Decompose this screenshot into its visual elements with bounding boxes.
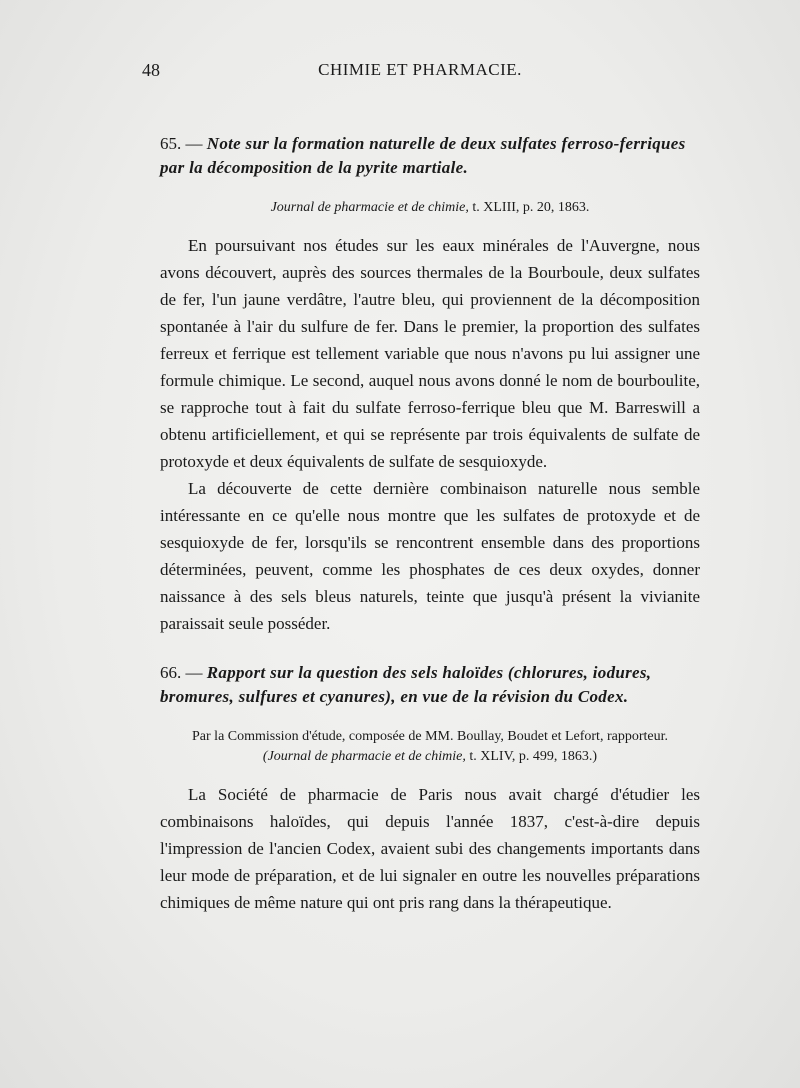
running-title: CHIMIE ET PHARMACIE. — [318, 60, 522, 79]
article-65-journal: Journal de pharmacie et de chimie, — [270, 200, 469, 215]
article-65-source — [160, 198, 700, 218]
article-66-credits: Par la Commission d'étude, composée de MM. Boullay, Boudet et Lefort, rapporteur. — [192, 729, 668, 744]
section-gap — [160, 637, 700, 661]
page-number: 48 — [142, 60, 160, 80]
article-66-title — [160, 661, 700, 709]
article-65-number: 65. — — [160, 134, 203, 153]
page-content — [160, 132, 700, 916]
article-66-title-text: Rapport sur la question des sels haloïdes (chlorures, iodures, bromures, sulfures et cyanures), en vue de la révision du Codex. — [160, 663, 652, 706]
article-66-journal: (Journal de pharmacie et de chimie, — [262, 749, 466, 764]
article-65-title-text: Note sur la formation naturelle de deux sulfates ferroso-ferriques par la décomposition de la pyrite martiale. — [160, 134, 686, 177]
article-65-ref: t. XLIII, p. 20, 1863. — [468, 200, 590, 215]
article-66-source — [160, 747, 700, 767]
article-66-paragraph-1: La Société de pharmacie de Paris nous avait chargé d'étudier les combinaisons haloïdes, qui depuis l'année 1837, c'est-à-dire depuis l'impression de l'ancien Codex, avaient subi des changements importants dans leur mode de préparation, et de lui signaler en outre les nouvelles préparations chimiques de même nature qui ont pris rang dans la thérapeutique. — [160, 785, 700, 912]
article-65-title — [160, 132, 700, 180]
article-65-paragraph-1: En poursuivant nos études sur les eaux minérales de l'Auvergne, nous avons découvert, auprès des sources thermales de la Bourboule, deux sulfates de fer, l'un jaune verdâtre, l'autre bleu, qui proviennent de la décomposition spontanée à l'air du sulfure de fer. Dans le premier, la proportion des sulfates ferreux et ferrique est tellement variable que nous n'avons pu lui assigner une formule chimique. Le second, auquel nous avons donné le nom de bourboulite, se rapproche tout à fait du sulfate ferroso-ferrique bleu que M. Barreswill a obtenu artificiellement, et qui se représente par trois équivalents de sulfate de protoxyde et deux équivalents de sulfate de sesquioxyde. — [160, 236, 700, 471]
article-66-ref: t. XLIV, p. 499, 1863.) — [465, 749, 598, 764]
article-66-number: 66. — — [160, 663, 203, 682]
article-65-paragraph-2: La découverte de cette dernière combinaison naturelle nous semble intéressante en ce qu'elle nous montre que les sulfates de protoxyde et de sesquioxyde de fer, lorsqu'ils se rencontrent ensemble dans des proportions déterminées, peuvent, comme les phosphates de ces deux oxydes, donner naissance à des sels bleus naturels, teinte que jusqu'à présent la vivianite paraissait seule posséder. — [160, 479, 700, 633]
page-header — [140, 60, 700, 88]
